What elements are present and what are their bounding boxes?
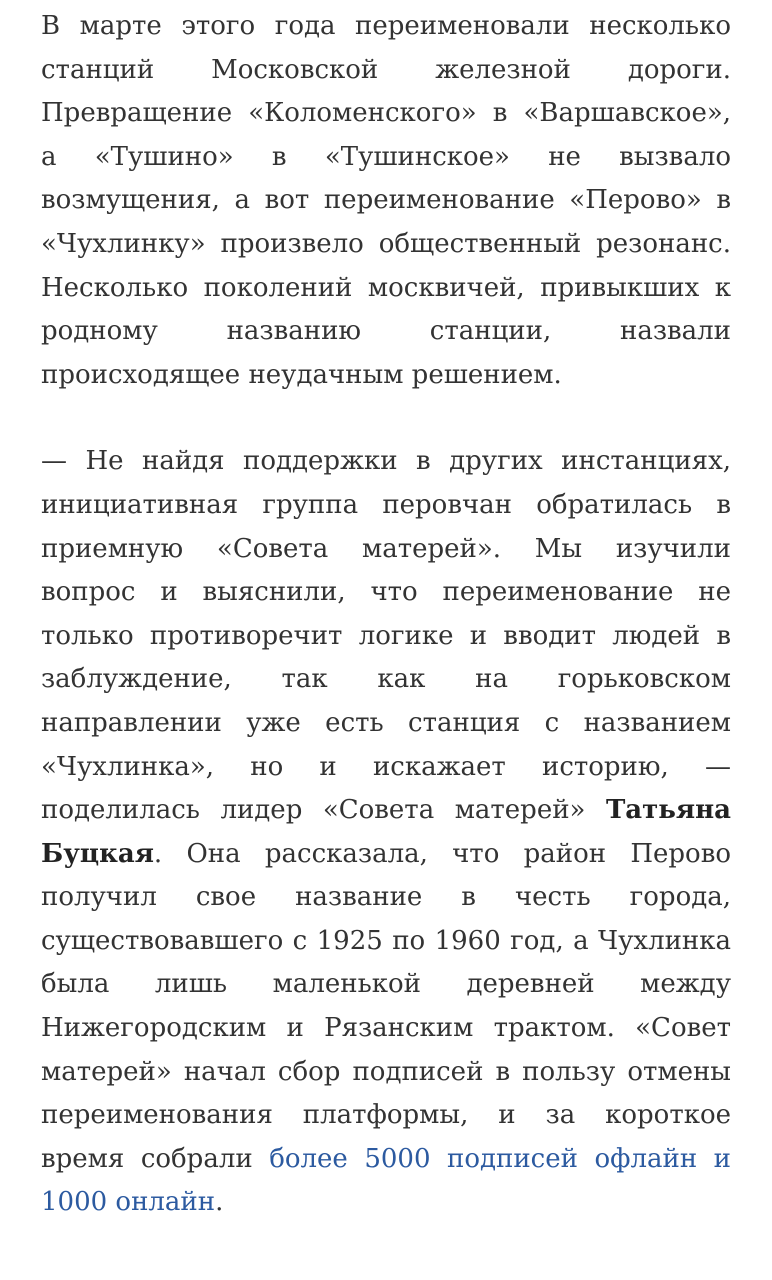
article-paragraph-quote: [41, 440, 731, 1225]
article-body: [41, 0, 731, 1225]
person-name: Татьяна Буцкая: [41, 795, 731, 869]
quote-text-before-name: — Не найдя поддержки в других инстанциях, инициативная группа перовчан обратилась в приемную «Совета матерей». Мы изучили вопрос и выяснили, что переименование не только противоречит логике и вводит людей в заблуждение, так как на горьковском направлении уже есть станция с названием «Чухлинка», но и искажает историю, — поделилась лидер «Совета матерей»: [41, 446, 731, 826]
paragraph-end-punctuation: .: [215, 1187, 224, 1218]
article-paragraph: В марте этого года переименовали несколько станций Московской железной дороги. Превращение «Коломенского» в «Варшавское», а «Тушино» в «Тушинское» не вызвало возмущения, а вот переименование «Перово» в «Чухлинку» произвело общественный резонанс. Несколько поколений москвичей, привыкших к родному названию станции, назвали происходящее неудачным решением.: [41, 11, 731, 390]
quote-text-after-name: . Она рассказала, что район Перово получил свое название в честь города, существовавшего с 1925 по 1960 год, а Чухлинка была лишь маленькой деревней между Нижегородским и Рязанским трактом. «Совет матерей» начал сбор подписей в пользу отмены переименования платформы, и за короткое время собрали: [41, 838, 731, 1174]
signatures-link[interactable]: более 5000 подписей офлайн и 1000 онлайн: [41, 1143, 731, 1218]
